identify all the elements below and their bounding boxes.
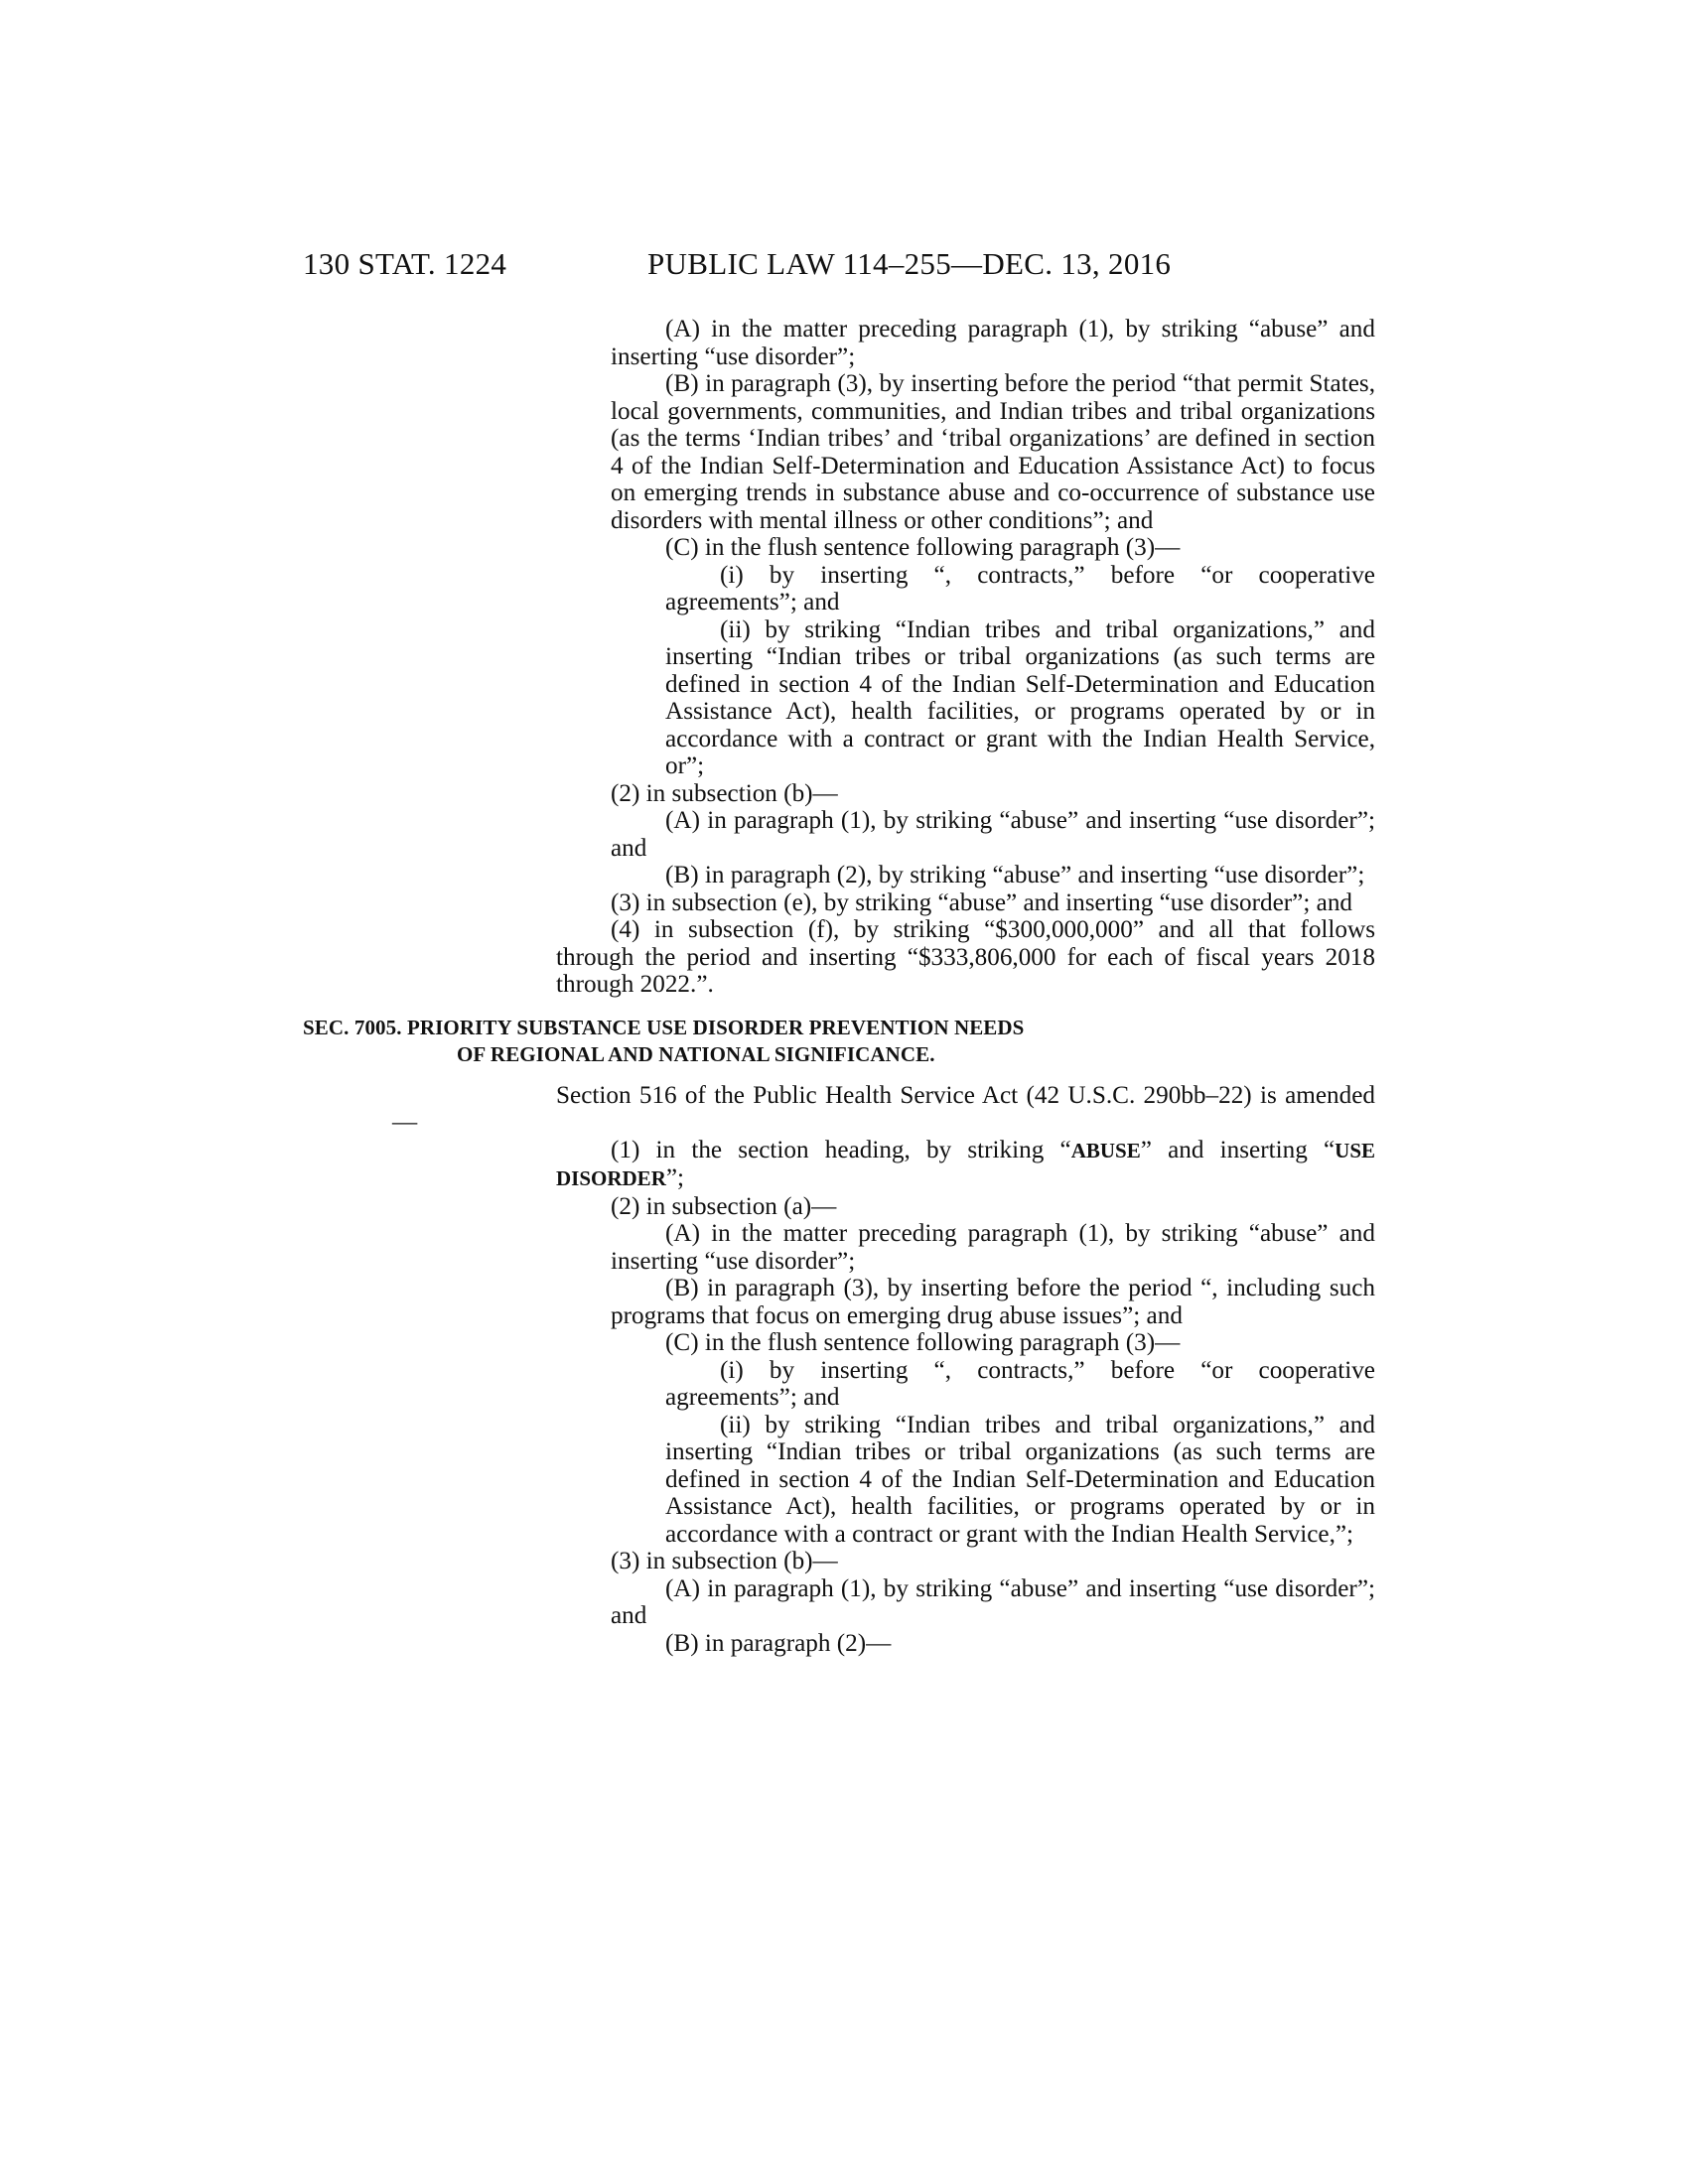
paragraph-1-B: (B) in paragraph (3), by inserting before the period “that permit States, local governments, communities, and Indian tribes and tribal organizations (as the terms ‘Indian tribes’ and ‘tribal organizations’ are defined in section 4 of the Indian Self-Determination and Education Assistance Act) to focus on emerging trends in substance abuse and co-occurrence of substance use disorders with mental illness or other conditions”; and <box>611 370 1375 534</box>
section-item-3: (3) in subsection (b)— <box>611 1548 838 1574</box>
paragraph-3: (3) in subsection (e), by striking “abuse” and inserting “use disorder”; and <box>611 888 1353 916</box>
public-law-title: PUBLIC LAW 114–255—DEC. 13, 2016 <box>647 246 1172 281</box>
section-item-2-B: (B) in paragraph (3), by inserting before the period “, including such programs that focus on emerging drug abuse issues”; and <box>611 1275 1375 1329</box>
paragraph-2-A: (A) in paragraph (1), by striking “abuse” and inserting “use disorder”; and <box>611 807 1375 862</box>
section-heading-line2: OF REGIONAL AND NATIONAL SIGNIFICANCE. <box>457 1041 935 1066</box>
clause-1-C-ii: (ii) by striking “Indian tribes and tribal organizations,” and inserting “Indian tribes or tribal organizations (as such terms are defined in section 4 of the Indian Self-Determination and Education Assistance Act), health facilities, or programs operated by or in accordance with a contract or grant with the Indian Health Service, or”; <box>665 615 1375 779</box>
statute-citation: 130 STAT. 1224 <box>303 246 507 281</box>
section-item-2-C: (C) in the flush sentence following paragraph (3)— <box>665 1329 1181 1356</box>
section-item-3-B: (B) in paragraph (2)— <box>665 1629 892 1657</box>
section-item-2-A: (A) in the matter preceding paragraph (1), by striking “abuse” and inserting “use disorder”; <box>611 1220 1375 1275</box>
item1-abuse-smallcaps: ABUSE <box>1070 1138 1141 1162</box>
section-item-1 <box>556 1137 1375 1193</box>
section-clause-2-C-i: (i) by inserting “, contracts,” before “or cooperative agreements”; and <box>665 1356 1375 1411</box>
section-item-3-A: (A) in paragraph (1), by striking “abuse” and inserting “use disorder”; and <box>611 1574 1375 1629</box>
paragraph-2-B: (B) in paragraph (2), by striking “abuse” and inserting “use disorder”; <box>665 862 1365 888</box>
item1-text-pre: (1) in the section heading, by striking “ <box>611 1136 1071 1163</box>
paragraph-1-C: (C) in the flush sentence following paragraph (3)— <box>665 534 1181 561</box>
paragraph-2: (2) in subsection (b)— <box>611 779 838 807</box>
paragraph-4: (4) in subsection (f), by striking “$300,000,000” and all that follows through the period and inserting “$333,806,000 for each of fiscal years 2018 through 2022.”. <box>556 916 1375 998</box>
page-header <box>303 246 1375 290</box>
item1-text-post: ”; <box>665 1164 685 1191</box>
paragraph-1-A: (A) in the matter preceding paragraph (1), by striking “abuse” and inserting “use disorder”; <box>611 316 1375 370</box>
section-intro: Section 516 of the Public Health Service Act (42 U.S.C. 290bb–22) is amended— <box>392 1081 1375 1136</box>
item1-use-disorder-smallcaps: USE DISORDER <box>556 1138 1376 1190</box>
body-text <box>303 316 1376 1657</box>
section-clause-2-C-ii: (ii) by striking “Indian tribes and tribal organizations,” and inserting “Indian tribes or tribal organizations (as such terms are defined in section 4 of the Indian Self-Determination and Education Assistance Act), health facilities, or programs operated by or in accordance with a contract or grant with the Indian Health Service,”; <box>665 1411 1375 1548</box>
section-heading-line1: SEC. 7005. PRIORITY SUBSTANCE USE DISORDER PREVENTION NEEDS <box>303 1015 1025 1039</box>
clause-1-C-i: (i) by inserting “, contracts,” before “or cooperative agreements”; and <box>665 561 1375 615</box>
section-item-2: (2) in subsection (a)— <box>611 1192 837 1220</box>
item1-text-mid: ” and inserting “ <box>1140 1136 1336 1163</box>
section-heading <box>303 1015 1529 1068</box>
